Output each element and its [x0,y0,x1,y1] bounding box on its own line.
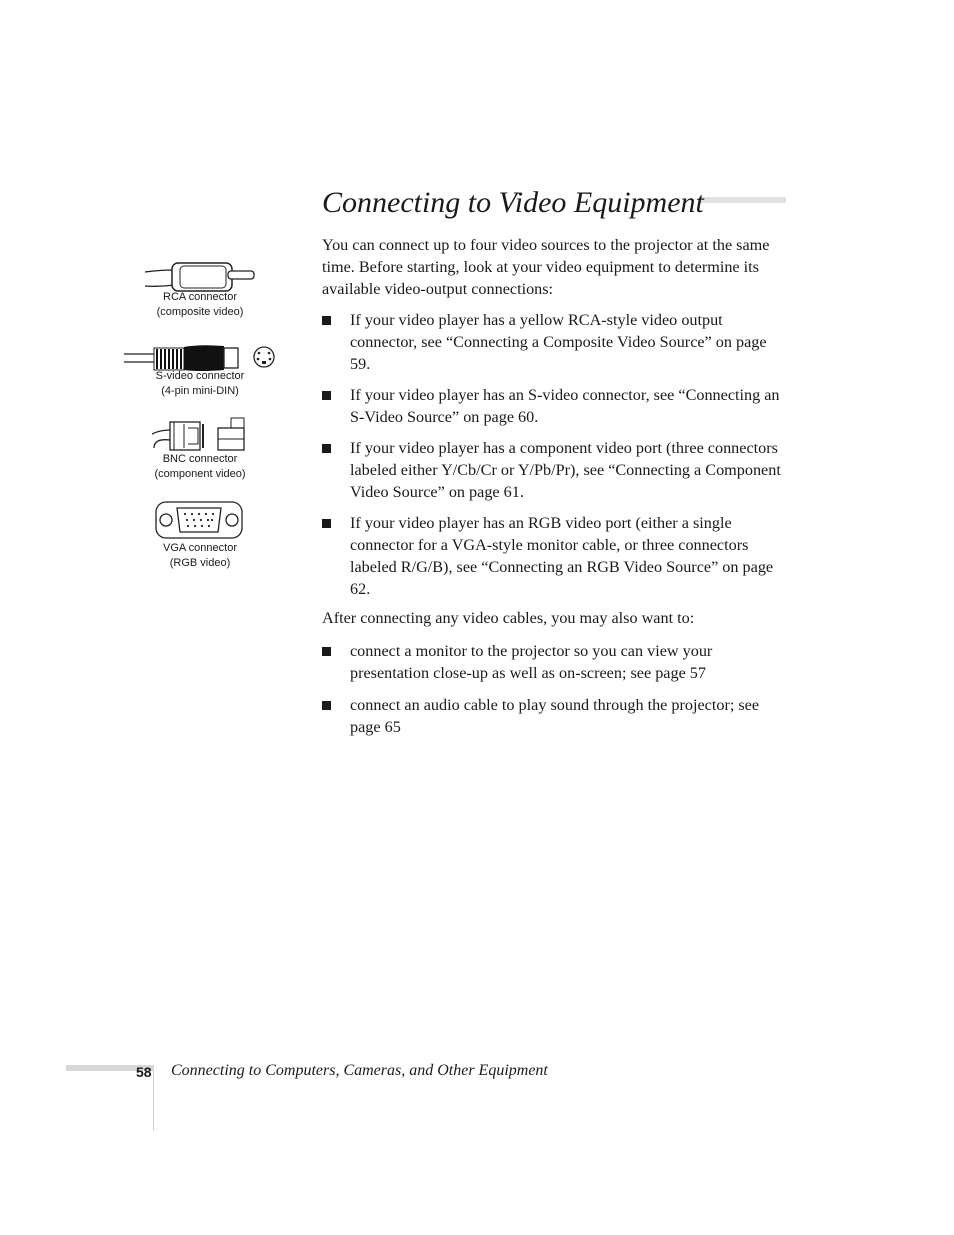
bnc-connector-icon [150,416,250,456]
list-item-text: If your video player has an S-video connector, see “Connecting an S-Video Source” on page 60. [350,386,780,426]
bullet-icon [322,444,331,453]
svideo-caption [120,369,280,399]
list-item-text: If your video player has an RGB video port (either a single connector for a VGA-style monitor cable, or three connectors labeled R/G/B), see “Connecting an RGB Video Source” on page 62. [350,514,774,598]
bullet-icon [322,647,331,656]
rca-caption-line1: RCA connector [163,291,237,303]
bnc-caption-line2: (component video) [154,468,246,480]
footer-divider [153,1071,154,1131]
bullet-icon [322,519,331,528]
list-item [322,384,786,428]
vga-connector-icon [155,501,243,539]
rca-caption [120,290,280,320]
list-item [322,512,786,600]
footer-chapter-title: Connecting to Computers, Cameras, and Other Equipment [171,1062,548,1079]
after-paragraph [322,607,786,629]
bnc-caption-line1: BNC connector [162,453,238,465]
svideo-caption-line1: S-video connector [155,370,245,382]
page-number: 58 [136,1064,152,1080]
list-item-text: If your video player has a yellow RCA-style video output connector, see “Connecting a Composite Video Source” on page 59. [350,311,767,373]
list-item-text: connect a monitor to the projector so you can view your presentation close-up as well as on-screen; see page 57 [350,642,713,682]
intro-text: You can connect up to four video sources to the projector at the same time. Before starting, look at your video equipment to determine its available video-output connections: [322,236,770,298]
list-item-text: If your video player has a component video port (three connectors labeled either Y/Cb/Cr or Y/Pb/Pr), see “Connecting a Component Video Source” on page 61. [350,439,781,501]
list-item [322,309,786,375]
vga-caption-line2: (RGB video) [169,557,231,569]
bullet-icon [322,701,331,710]
bullet-icon [322,391,331,400]
page-title: Connecting to Video Equipment [322,186,704,219]
svideo-caption-line2: (4-pin mini-DIN) [161,385,239,397]
video-source-list [322,309,786,609]
list-item [322,437,786,503]
list-item [322,640,786,684]
intro-paragraph [322,234,786,300]
bullet-icon [322,316,331,325]
list-item [322,694,786,738]
vga-caption-line1: VGA connector [163,542,237,554]
vga-caption [120,541,280,571]
after-text: After connecting any video cables, you may also want to: [322,609,695,627]
additional-steps-list [322,640,786,748]
title-rule [700,197,786,203]
rca-caption-line2: (composite video) [156,306,244,318]
list-item-text: connect an audio cable to play sound through the projector; see page 65 [350,696,760,736]
bnc-caption [120,452,280,482]
